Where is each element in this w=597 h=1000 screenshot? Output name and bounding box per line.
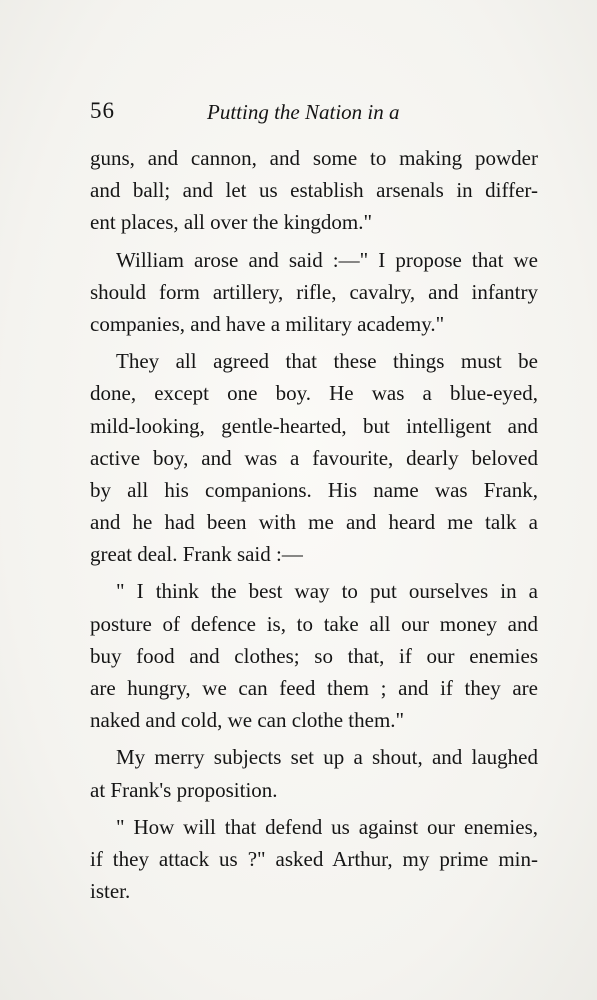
text-line: should form artillery, rifle, cavalry, and infantry — [90, 279, 538, 304]
text-line: " How will that defend us against our enemies, — [116, 814, 538, 839]
text-line: by all his companions. His name was Frank, — [90, 477, 538, 502]
text-line: " I think the best way to put ourselves in a — [116, 579, 538, 604]
text-line: buy food and clothes; so that, if our enemies — [90, 643, 538, 668]
text-line: William arose and said :—" I propose that we — [116, 247, 538, 272]
body-text — [90, 142, 538, 907]
text-line: My merry subjects set up a shout, and laughed — [116, 745, 538, 770]
text-line: and ball; and let us establish arsenals in differ- — [90, 178, 538, 203]
text-line: done, except one boy. He was a blue-eyed, — [90, 381, 538, 406]
text-line: and he had been with me and heard me talk a — [90, 510, 538, 535]
text-line: ister. — [90, 879, 131, 904]
text-line: if they attack us ?" asked Arthur, my prime min- — [90, 846, 538, 871]
text-line: They all agreed that these things must be — [116, 349, 538, 374]
page-number: 56 — [90, 98, 115, 123]
text-line: companies, and have a military academy." — [90, 311, 445, 336]
text-line: mild-looking, gentle-hearted, but intelligent and — [90, 413, 538, 438]
text-line: active boy, and was a favourite, dearly beloved — [90, 445, 538, 470]
text-line: naked and cold, we can clothe them." — [90, 708, 405, 733]
text-line: guns, and cannon, and some to making powder — [90, 146, 538, 170]
text-line: great deal. Frank said :— — [90, 542, 303, 567]
text-line: posture of defence is, to take all our money and — [90, 611, 538, 636]
running-title: Putting the Nation in a — [207, 100, 400, 124]
text-line: ent places, all over the kingdom." — [90, 210, 373, 235]
text-line: are hungry, we can feed them ; and if they are — [90, 676, 538, 700]
running-head — [90, 98, 540, 130]
text-line: at Frank's proposition. — [90, 777, 278, 802]
